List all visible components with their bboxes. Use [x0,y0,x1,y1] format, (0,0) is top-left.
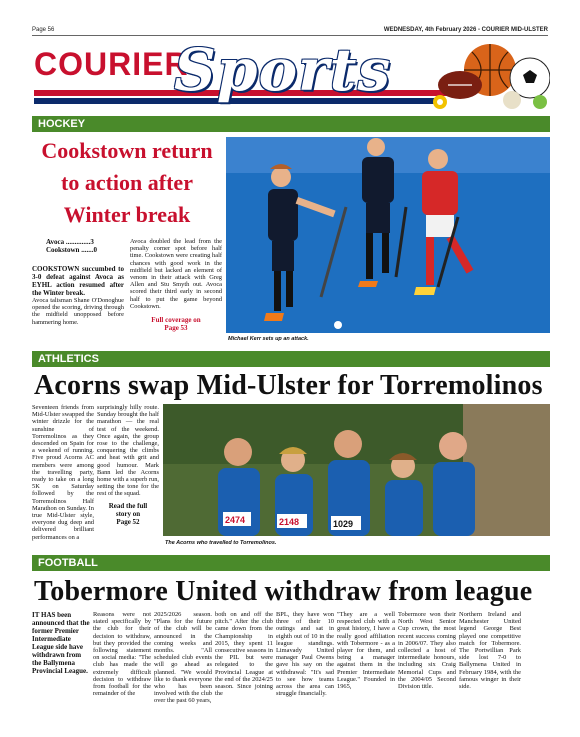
athletics-photo [163,404,550,536]
hockey-column-2 [130,238,222,332]
hockey-coverage-line1: Full coverage on [151,316,201,325]
bib-2: 2148 [279,517,300,527]
section-athletics: ATHLETICS [32,351,550,367]
football-headline: Tobermore United withdraw from league [34,576,533,607]
hockey-photo [226,137,550,333]
athletics-photo-illustration [163,404,550,536]
bib-3: 1029 [333,519,354,529]
football-column-2: 2025/2026 season. "Plans for the future of the club will be announced in the coming weeks and months. "All scheduled club events will go ahead as planned. "We would like to thank everyone who has been involved with the club over the past 60 years, [154,611,212,705]
section-hockey: HOCKEY [32,116,550,132]
masthead-sports: Sports [174,36,392,104]
athletics-read-more-line3: Page 52 [116,517,140,526]
football-column-3: both on and off the pitch." After the club came down from the Championship in 2015, they spent 11 consecutive seasons in the PIL but were relegated to the Provincial League at the end of the 2024/25 season. Since joining the [215,611,273,698]
hockey-headline-line3: Winter break [63,202,191,227]
hockey-col1-text: Avoca talisman Shane O'Donoghue opened the scoring, driving through the midfield unopposed before hammering home. [32,297,124,326]
hockey-lead: COOKSTOWN succumbed to 3-0 defeat against Avoca as EYHL action resumed after the Winter break. [32,265,124,297]
hockey-score-2: Cookstown .......0 [46,246,97,254]
athletics-column-2 [97,404,159,526]
athletics-read-more-line1: Read the full [108,501,148,510]
athletics-column-1: Seventeen friends from Mid-Ulster swapped the winter drizzle for the sunshine of Torremolinos as they descended on Spain for a weekend of running. Five proud Acorns AC members were among the travelling party, ready to take on a long 5K on Saturday followed by the Torremolinos Half Marathon on Sunday. In true Mid-Ulster style, everyone dug deep and delivered brilliant performances on a [32,404,94,541]
hockey-score-1: Avoca ..............3 [46,238,94,246]
page-number: Page 56 [32,27,55,33]
football-column-7: Northern Ireland and Manchester United legend George Best played one competitive match for Tobermore. The Portwillian Park side lost 7-0 to Ballymena United in February 1984, with the famous winger in their side. [459,611,521,691]
masthead-courier: COURIER [34,46,189,82]
football-column-4: BPL, they have won three of their 10 outings and sat in eighth out of 10 in the league standings. Limavady United manager Paul Owens gave his say on the withdrawal: "It's sad to see how teams across the area can struggle financially. [276,611,334,698]
hockey-headline [32,135,222,231]
football-column-1: Reasons were not stated specifically by the club for their decision to withdraw, but they provided the following statement on social media: "The club has made the extremely difficult decision to withdraw from football for the remainder of the [93,611,151,698]
hockey-photo-illustration [226,137,550,333]
bib-1: 2474 [225,515,246,525]
dateline: WEDNESDAY, 4th February 2026 - COURIER MID-ULSTER [383,27,548,33]
athletics-read-more [97,502,159,526]
football-lead: IT HAS been announced that the former Premier Intermediate League side have withdrawn from the Ballymena Provincial League. [32,611,90,675]
hockey-headline-line1: Cookstown return [41,138,213,163]
athletics-headline: Acorns swap Mid-Ulster for Torremolinos [34,370,543,401]
athletics-read-more-line2: story on [115,509,141,518]
hockey-coverage-line2: Page 53 [164,324,188,333]
athletics-col2-text: surprisingly hilly route. Sunday brought the half marathon — the real test of the weekend. Once again, the group rose to the challenge, conquering the climbs and heat with grit and good humour. Mark Bann led the Acorns home with a superb run, setting the tone for the rest of the squad. [97,404,159,498]
athletics-caption: The Acorns who travelled to Torremolinos. [165,540,277,546]
hockey-headline-line2: to action after [61,170,193,195]
hockey-column-1 [32,265,124,326]
masthead [32,36,550,110]
section-football: FOOTBALL [32,555,550,571]
football-column-5: "They are a well respected club with a great history, I have a really good affiliation with Tobermore - as a player for them, and being a manager against them in the Premier Intermediate League." Founded in 1965, [337,611,395,691]
hockey-col2-text: Avoca doubled the lead from the penalty corner spot before half time. Cookstown were creating half chances with good work in the midfield but lacked an element of venom in their attack with Greg Allen and Stu Smyth out. Avoca scored their third early in second half to put the game beyond Cookstown. [130,238,222,310]
hockey-coverage [130,316,222,332]
hockey-caption: Michael Kerr sets up an attack. [228,336,309,342]
football-column-6: Tobermore won their North West Senior Cup crown, the most recent success coming in 2006/07. They also collected a host of intermediate honours, including six Craig Memorial Cups and the 2004/05 Second Division title. [398,611,456,691]
sports-balls-graphic [420,40,550,110]
